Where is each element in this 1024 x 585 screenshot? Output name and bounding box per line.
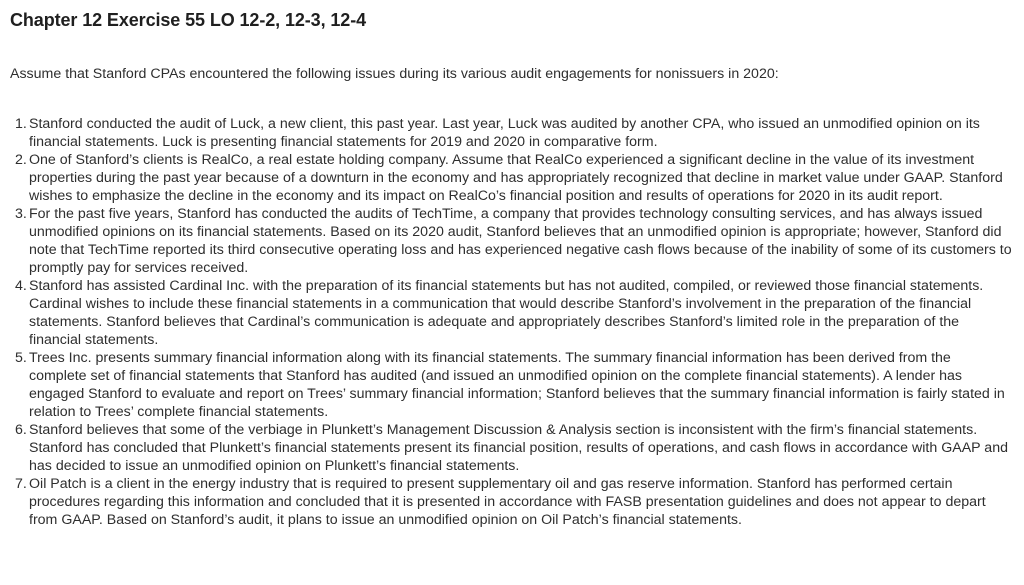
issue-item-5 xyxy=(10,349,1012,421)
exercise-title: Chapter 12 Exercise 55 LO 12-2, 12-3, 12-4 xyxy=(10,10,367,30)
exercise-intro: Assume that Stanford CPAs encountered the following issues during its various audit engagements for nonissuers in 2020: xyxy=(10,66,779,82)
issue-number: 6. xyxy=(15,422,27,438)
issue-text: Stanford believes that some of the verbiage in Plunkett’s Management Discussion & Analysis section is inconsistent with the firm’s financial statements. Stanford has concluded that Plunkett’s financial statements present its financial position, results of operations, and cash flows in accordance with GAAP and has decided to issue an unmodified opinion on Plunkett’s financial statements. xyxy=(29,422,1008,474)
issue-number: 5. xyxy=(15,350,27,366)
issue-text: Stanford conducted the audit of Luck, a new client, this past year. Last year, Luck was audited by another CPA, who issued an unmodified opinion on its financial statements. Luck is presenting financial statements for 2019 and 2020 in comparative form. xyxy=(29,116,980,150)
issue-item-3 xyxy=(10,205,1012,277)
issue-number: 1. xyxy=(15,116,27,132)
issue-number: 4. xyxy=(15,278,27,294)
issue-number: 2. xyxy=(15,152,27,168)
issue-text: Stanford has assisted Cardinal Inc. with the preparation of its financial statements but has not audited, compiled, or reviewed those financial statements. Cardinal wishes to include these financial statements in a communication that would describe Stanford’s involvement in the preparation of the financial statements. Stanford believes that Cardinal’s communication is adequate and appropriately describes Stanford’s limited role in the preparation of the financial statements. xyxy=(29,278,984,348)
issue-item-1 xyxy=(10,115,1012,151)
issue-text: For the past five years, Stanford has conducted the audits of TechTime, a company that provides technology consulting services, and has always issued unmodified opinions on its financial statements. Based on its 2020 audit, Stanford believes that an unmodified opinion is appropriate; however, Stanford did note that TechTime reported its third consecutive operating loss and has experienced negative cash flows because of the inability of some of its customers to promptly pay for services received. xyxy=(29,206,1012,276)
issue-text: Trees Inc. presents summary financial information along with its financial statements. The summary financial information has been derived from the complete set of financial statements that Stanford has audited (and issued an unmodified opinion on the complete financial statements). A lender has engaged Stanford to evaluate and report on Trees’ summary financial information; Stanford believes that the summary financial information is fairly stated in relation to Trees’ complete financial statements. xyxy=(29,350,1005,420)
issue-item-6 xyxy=(10,421,1012,475)
issue-item-7 xyxy=(10,475,1012,529)
issue-item-2 xyxy=(10,151,1012,205)
issue-list xyxy=(10,115,1012,529)
issue-text: Oil Patch is a client in the energy industry that is required to present supplementary oil and gas reserve information. Stanford has performed certain procedures regarding this information and concluded that it is presented in accordance with FASB presentation guidelines and does not appear to depart from GAAP. Based on Stanford’s audit, it plans to issue an unmodified opinion on Oil Patch’s financial statements. xyxy=(29,476,986,528)
issue-text: One of Stanford’s clients is RealCo, a real estate holding company. Assume that RealCo experienced a significant decline in the value of its investment properties during the past year because of a downturn in the economy and has appropriately recognized that decline in market value under GAAP. Stanford wishes to emphasize the decline in the economy and its impact on RealCo’s financial position and results of operations for 2020 in its audit report. xyxy=(29,152,1003,204)
issue-item-4 xyxy=(10,277,1012,349)
issue-number: 7. xyxy=(15,476,27,492)
issue-number: 3. xyxy=(15,206,27,222)
